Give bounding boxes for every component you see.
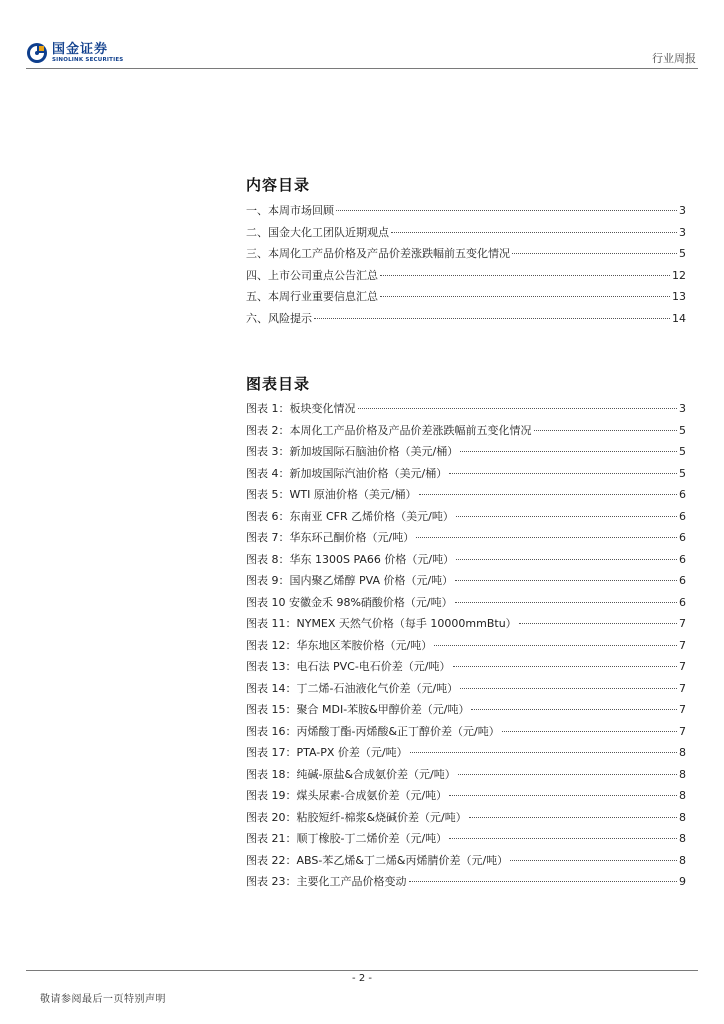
toc-entry-label: 图表 9：国内聚乙烯醇 PVA 价格（元/吨） [246,574,454,587]
toc-entry-page: 3 [679,225,686,239]
logo-chinese-name: 国金证券 [52,41,109,57]
toc-leader-dots [419,494,677,495]
toc-entry[interactable] [246,764,686,786]
toc-entry-page: 6 [679,552,686,566]
toc-entry-label: 图表 4：新加坡国际汽油价格（美元/桶） [246,466,448,480]
toc-entry-page: 5 [679,247,686,260]
toc-entry-label: 图表 13：电石法 PVC-电石价差（元/吨） [246,660,451,673]
sinolink-logo-icon [26,42,48,64]
toc-entry[interactable] [246,871,686,893]
page-number: - 2 - [352,973,372,984]
toc-entry-page: 12 [672,268,686,282]
toc-leader-dots [434,645,677,646]
company-logo [26,38,123,68]
toc-entry-page: 8 [679,810,686,824]
toc-leader-dots [471,709,677,710]
contents-title: 内容目录 [246,176,311,194]
toc-entry-page: 6 [679,574,686,587]
toc-leader-dots [380,296,670,297]
toc-leader-dots [449,838,677,839]
toc-entry[interactable] [246,222,686,244]
toc-entry-page: 3 [679,204,686,217]
figures-title: 图表目录 [246,375,311,393]
toc-leader-dots [455,602,677,603]
disclaimer-text: 敬请参阅最后一页特别声明 [40,994,166,1005]
toc-entry-page: 8 [679,853,686,867]
toc-entry-label: 图表 6：东南亚 CFR 乙烯价格（美元/吨） [246,509,454,523]
toc-entry-page: 3 [679,402,686,415]
toc-entry[interactable] [246,527,686,549]
toc-entry-page: 7 [679,638,686,652]
toc-entry-page: 7 [679,660,686,673]
toc-entry[interactable] [246,828,686,850]
toc-entry-page: 6 [679,488,686,501]
toc-entry[interactable] [246,656,686,678]
toc-leader-dots [314,318,670,319]
toc-leader-dots [358,408,678,409]
toc-entry-label: 图表 10 安徽金禾 98%硝酸价格（元/吨） [246,595,453,609]
toc-entry-label: 图表 8：华东 1300S PA66 价格（元/吨） [246,552,455,566]
toc-entry[interactable] [246,850,686,872]
toc-entry[interactable] [246,570,686,592]
toc-entry-label: 图表 11：NYMEX 天然气价格（每手 10000mmBtu） [246,617,517,630]
toc-entry-label: 图表 1：板块变化情况 [246,402,356,415]
toc-leader-dots [469,817,677,818]
toc-entry-label: 图表 18：纯碱-原盐&合成氨价差（元/吨） [246,767,456,781]
toc-entry[interactable] [246,265,686,287]
toc-entry-page: 8 [679,789,686,802]
toc-entry[interactable] [246,243,686,265]
toc-leader-dots [460,451,677,452]
toc-leader-dots [453,666,677,667]
toc-entry[interactable] [246,463,686,485]
toc-entry-page: 8 [679,832,686,845]
toc-entry-page: 9 [679,875,686,888]
toc-entry[interactable] [246,200,686,222]
toc-leader-dots [456,516,677,517]
figures-list [246,398,686,893]
toc-entry[interactable] [246,398,686,420]
toc-entry-label: 三、本周化工产品价格及产品价差涨跌幅前五变化情况 [246,247,510,260]
toc-entry-page: 8 [679,767,686,781]
toc-entry-label: 图表 22：ABS-苯乙烯&丁二烯&丙烯腈价差（元/吨） [246,853,509,867]
toc-entry-label: 图表 16：丙烯酸丁酯-丙烯酸&正丁醇价差（元/吨） [246,724,500,738]
toc-leader-dots [519,623,677,624]
toc-leader-dots [510,860,677,861]
toc-entry-page: 14 [672,311,686,325]
toc-entry[interactable] [246,613,686,635]
toc-entry[interactable] [246,286,686,308]
toc-entry-page: 7 [679,617,686,630]
logo-english-name: SINOLINK SECURITIES [52,56,124,63]
toc-leader-dots [534,430,678,431]
toc-entry[interactable] [246,549,686,571]
toc-entry-label: 六、风险提示 [246,311,312,325]
toc-entry-label: 四、上市公司重点公告汇总 [246,268,378,282]
toc-entry-label: 图表 5：WTI 原油价格（美元/桶） [246,488,417,501]
toc-leader-dots [502,731,677,732]
toc-leader-dots [410,752,677,753]
toc-entry[interactable] [246,592,686,614]
toc-entry[interactable] [246,506,686,528]
toc-entry-page: 8 [679,746,686,759]
toc-entry[interactable] [246,785,686,807]
toc-leader-dots [456,559,677,560]
toc-entry-label: 图表 19：煤头尿素-合成氨价差（元/吨） [246,789,448,802]
toc-entry[interactable] [246,807,686,829]
toc-leader-dots [458,774,677,775]
toc-leader-dots [460,688,677,689]
report-type-label: 行业周报 [652,52,696,65]
contents-list [246,200,686,329]
toc-entry-label: 图表 3：新加坡国际石脑油价格（美元/桶） [246,445,459,458]
toc-entry-label: 图表 17：PTA-PX 价差（元/吨） [246,746,408,759]
toc-entry-label: 图表 23：主要化工产品价格变动 [246,875,407,888]
toc-entry-page: 13 [672,290,686,303]
toc-entry-page: 7 [679,724,686,738]
toc-entry[interactable] [246,484,686,506]
toc-entry-page: 5 [679,466,686,480]
toc-entry[interactable] [246,699,686,721]
toc-entry-label: 五、本周行业重要信息汇总 [246,290,378,303]
toc-entry-label: 图表 12：华东地区苯胺价格（元/吨） [246,638,433,652]
toc-entry-label: 二、国金大化工团队近期观点 [246,225,389,239]
toc-entry-label: 图表 21：顺丁橡胶-丁二烯价差（元/吨） [246,832,448,845]
toc-entry-label: 一、本周市场回顾 [246,204,334,217]
toc-entry-label: 图表 20：粘胶短纤-棉浆&烧碱价差（元/吨） [246,810,467,824]
toc-entry[interactable] [246,420,686,442]
toc-leader-dots [455,580,677,581]
toc-leader-dots [449,795,677,796]
toc-entry[interactable] [246,742,686,764]
toc-entry-page: 6 [679,595,686,609]
toc-entry[interactable] [246,308,686,330]
toc-leader-dots [512,253,677,254]
toc-entry-label: 图表 2：本周化工产品价格及产品价差涨跌幅前五变化情况 [246,423,532,437]
toc-leader-dots [336,210,677,211]
toc-entry[interactable] [246,441,686,463]
toc-entry[interactable] [246,635,686,657]
toc-entry-label: 图表 7：华东环己酮价格（元/吨） [246,531,415,544]
toc-entry-page: 7 [679,681,686,695]
toc-entry-page: 7 [679,703,686,716]
footer-divider [26,970,698,971]
toc-entry-page: 6 [679,531,686,544]
toc-leader-dots [391,232,677,233]
toc-leader-dots [380,275,670,276]
toc-entry[interactable] [246,721,686,743]
toc-entry-page: 5 [679,445,686,458]
toc-entry-page: 5 [679,423,686,437]
toc-leader-dots [449,473,677,474]
page-header [26,38,698,69]
toc-leader-dots [409,881,678,882]
toc-entry-page: 6 [679,509,686,523]
toc-entry-label: 图表 14：丁二烯-石油液化气价差（元/吨） [246,681,459,695]
toc-leader-dots [416,537,677,538]
toc-entry-label: 图表 15：聚合 MDI-苯胺&甲醇价差（元/吨） [246,703,470,716]
toc-entry[interactable] [246,678,686,700]
